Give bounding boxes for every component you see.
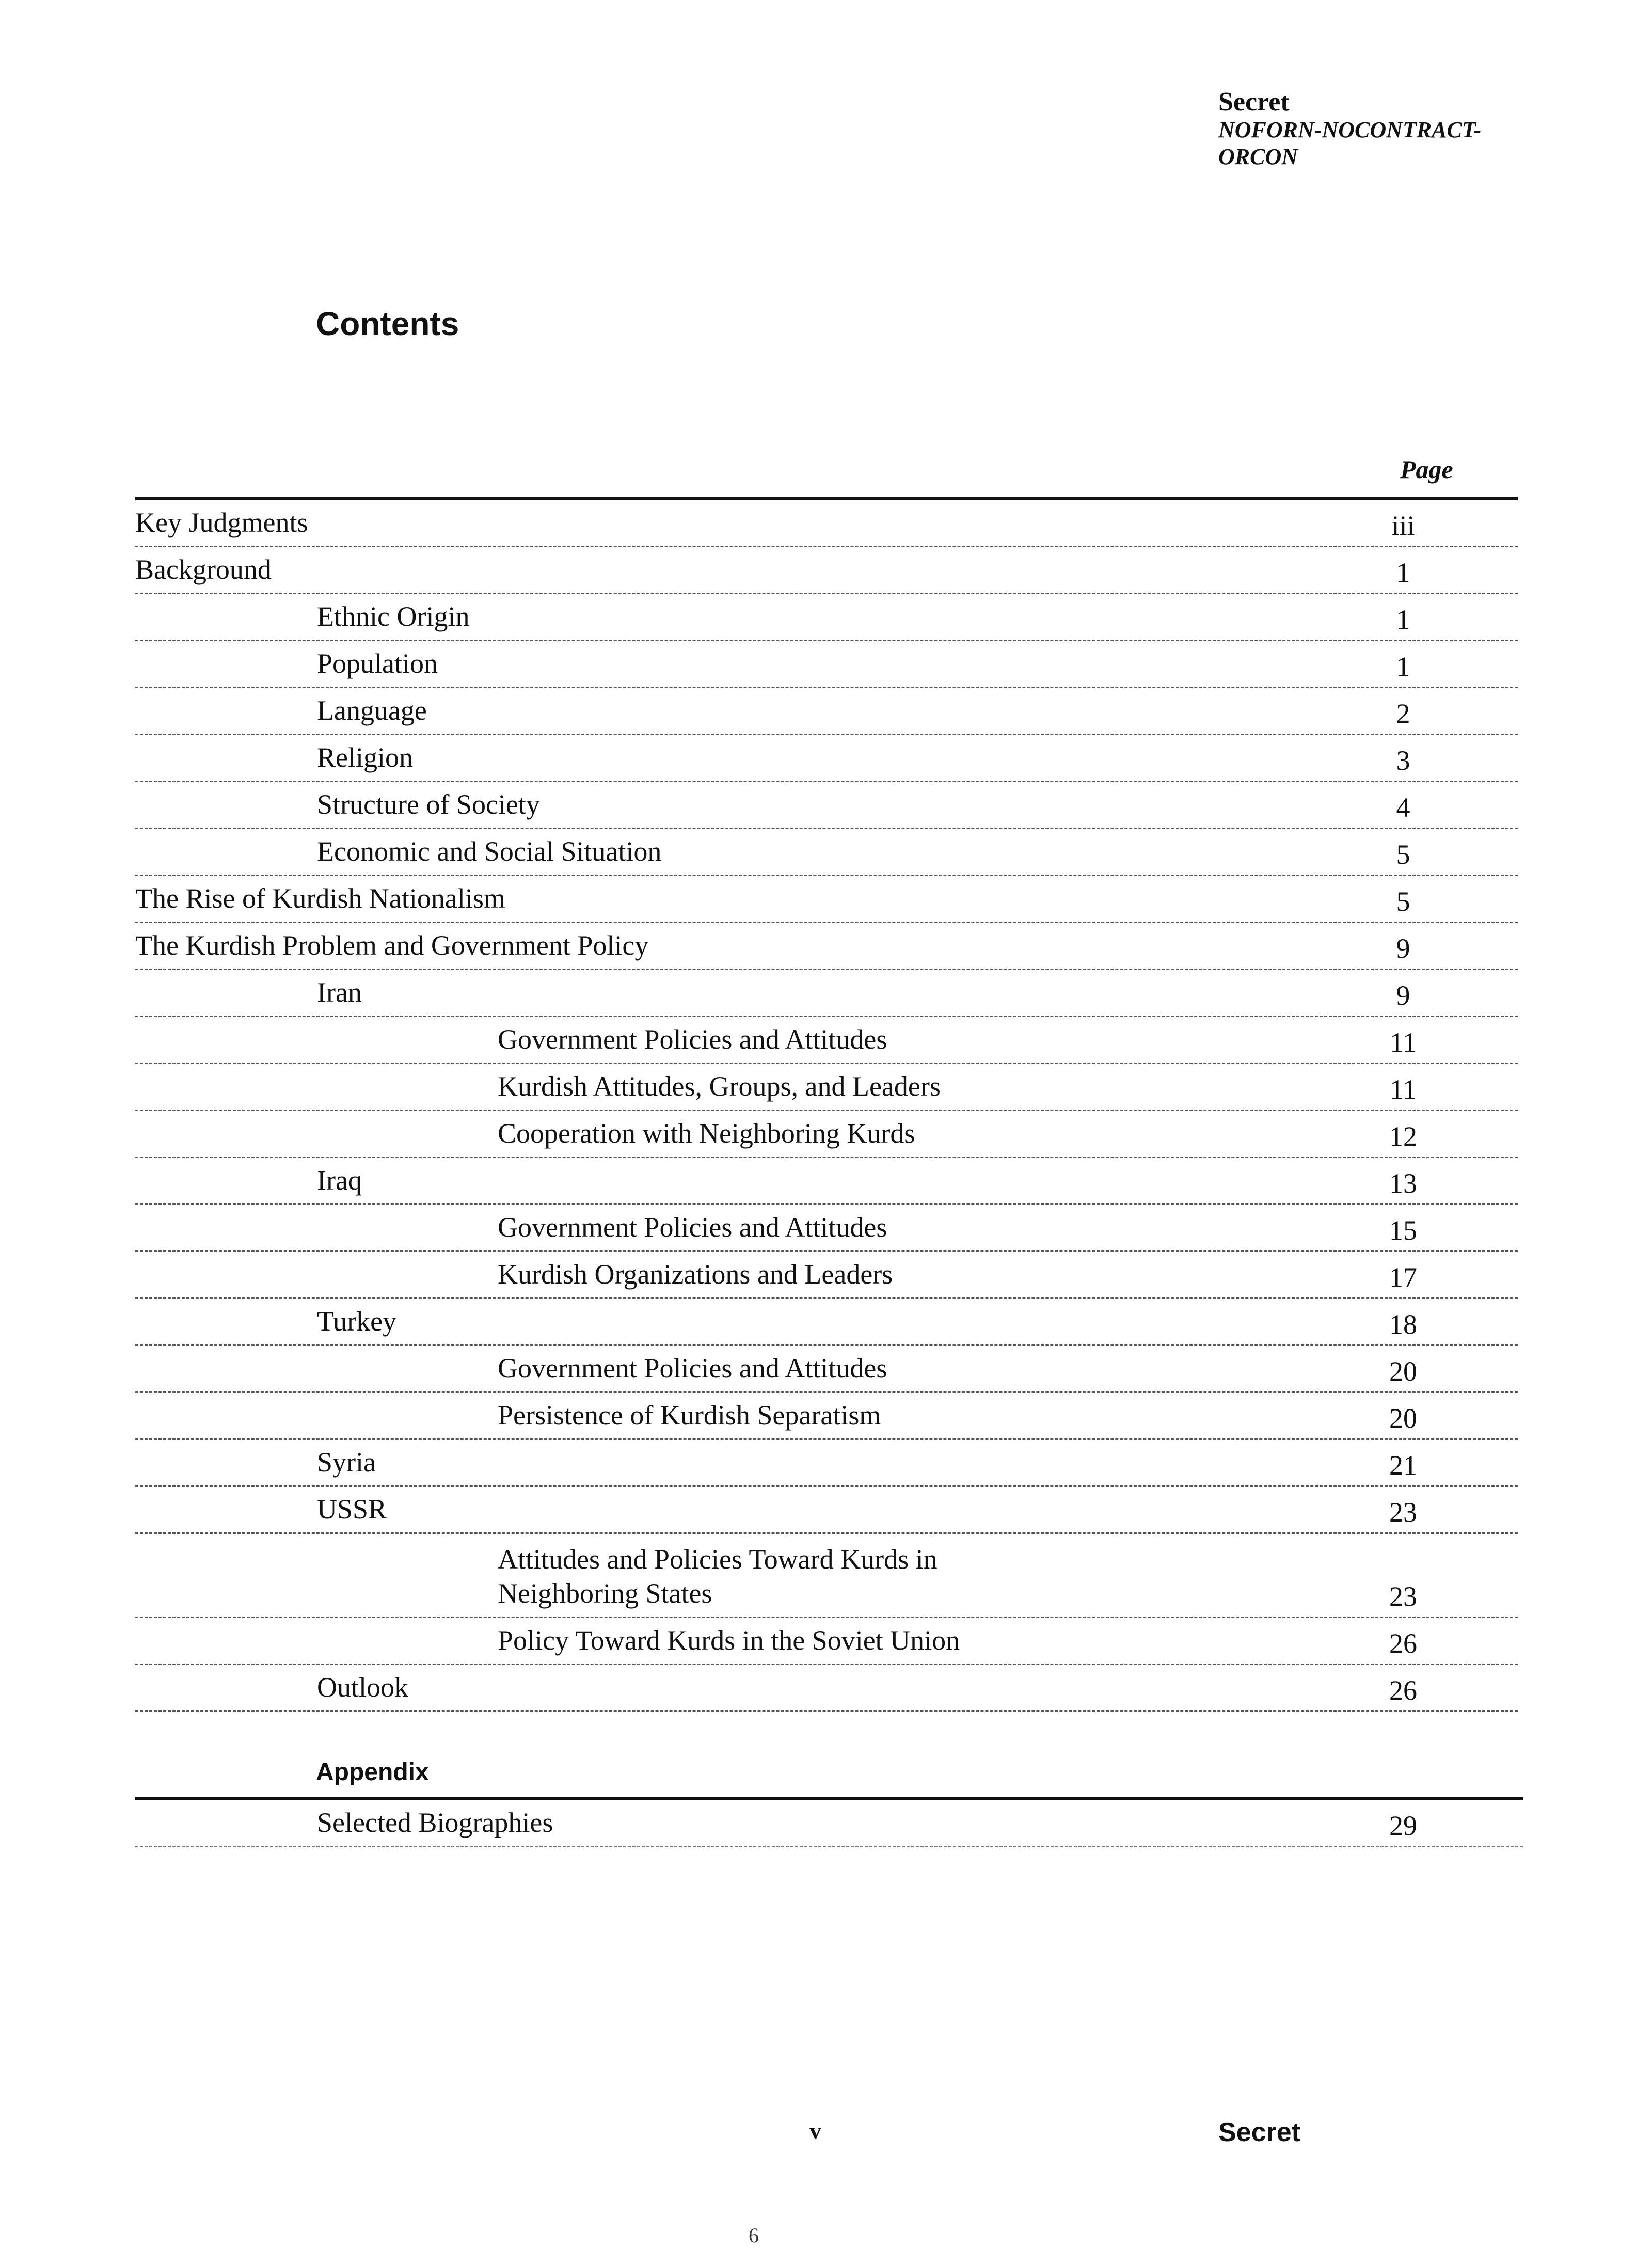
footer-classification: Secret [1218, 2117, 1300, 2147]
toc-entry [135, 1111, 1518, 1158]
appendix-heading: Appendix [316, 1759, 429, 1786]
toc-entry [135, 1393, 1518, 1440]
toc-entry [135, 641, 1518, 688]
toc-entry [135, 970, 1518, 1017]
toc-entry [135, 1158, 1518, 1205]
toc-entry [135, 1665, 1518, 1712]
toc-entry [135, 1299, 1518, 1346]
toc-entry [135, 1618, 1518, 1665]
toc-entry-label: Kurdish Organizations and Leaders [498, 1259, 893, 1290]
toc-entry-label-line: Neighboring States [498, 1578, 712, 1609]
toc-entry-page: 17 [1389, 1262, 1417, 1293]
toc-entry-label: Economic and Social Situation [317, 836, 662, 867]
toc-entry [135, 1346, 1518, 1393]
toc-entry-label: Persistence of Kurdish Separatism [498, 1400, 881, 1431]
toc-entry [135, 594, 1518, 641]
page-title: Contents [316, 305, 459, 342]
toc-entry-page: 23 [1389, 1581, 1417, 1612]
table-of-contents [135, 497, 1518, 1712]
toc-entry-label: Policy Toward Kurds in the Soviet Union [498, 1625, 960, 1656]
toc-entry-page: 26 [1389, 1628, 1417, 1659]
toc-entry [135, 923, 1518, 970]
toc-entry-label: USSR [317, 1494, 387, 1525]
toc-entry-page: 13 [1389, 1168, 1417, 1199]
toc-entry-label: Selected Biographies [317, 1807, 553, 1838]
toc-entry-label: Iraq [317, 1165, 362, 1196]
toc-entry [135, 782, 1518, 829]
toc-entry-label: Kurdish Attitudes, Groups, and Leaders [498, 1071, 941, 1102]
bottom-mark: 6 [749, 2224, 759, 2247]
toc-entry [135, 876, 1518, 923]
toc-entry-label: The Kurdish Problem and Government Policy [135, 930, 649, 961]
toc-entry-page: 4 [1396, 792, 1410, 823]
toc-entry-page: 9 [1396, 980, 1410, 1011]
classification-label: Secret [1218, 87, 1290, 117]
appendix-list [135, 1797, 1523, 1847]
toc-entry-page: 1 [1396, 604, 1410, 635]
toc-entry-page: 3 [1396, 745, 1410, 776]
toc-entry [135, 547, 1518, 594]
toc-entry-page: 20 [1389, 1403, 1417, 1434]
toc-entry-page: 18 [1389, 1309, 1417, 1340]
toc-entry [135, 500, 1518, 547]
toc-entry-page: 1 [1396, 557, 1410, 588]
toc-entry-page: 5 [1396, 839, 1410, 870]
toc-entry-label: Cooperation with Neighboring Kurds [498, 1118, 915, 1149]
toc-entry-label [498, 1542, 938, 1610]
toc-entry-label: Government Policies and Attitudes [498, 1353, 887, 1384]
toc-entry-page: 1 [1396, 651, 1410, 682]
toc-entry-label: Background [135, 554, 272, 585]
toc-entry-label: Religion [317, 742, 413, 773]
toc-entry-label: Outlook [317, 1672, 409, 1703]
toc-entry-page: 26 [1389, 1675, 1417, 1706]
toc-entry-page: iii [1391, 510, 1415, 541]
toc-entry-page: 15 [1389, 1215, 1417, 1246]
toc-entry [135, 735, 1518, 782]
toc-entry [135, 688, 1518, 735]
toc-entry-label: Government Policies and Attitudes [498, 1212, 887, 1243]
toc-entry-label: Ethnic Origin [317, 601, 470, 632]
toc-entry [135, 1487, 1518, 1534]
page-column-header: Page [1400, 455, 1453, 484]
toc-entry [135, 1017, 1518, 1064]
toc-entry-label: The Rise of Kurdish Nationalism [135, 883, 505, 914]
toc-entry-page: 20 [1389, 1356, 1417, 1387]
footer-page-number: v [809, 2117, 821, 2144]
toc-entry [135, 829, 1518, 876]
toc-entry [135, 1440, 1518, 1487]
toc-entry-page: 29 [1389, 1810, 1417, 1841]
classification-block [1218, 88, 1481, 170]
toc-entry [135, 1064, 1518, 1111]
toc-entry [135, 1800, 1523, 1847]
toc-entry-page: 2 [1396, 698, 1410, 729]
toc-entry-page: 9 [1396, 933, 1410, 964]
caveat-line-1: NOFORN-NOCONTRACT- [1218, 117, 1482, 142]
toc-entry-label: Population [317, 648, 438, 679]
toc-entry-label: Government Policies and Attitudes [498, 1024, 887, 1055]
toc-entry-page: 12 [1389, 1121, 1417, 1152]
toc-entry-page: 23 [1389, 1497, 1417, 1528]
toc-entry [135, 1252, 1518, 1299]
toc-entry-label-line: Attitudes and Policies Toward Kurds in [498, 1544, 938, 1575]
caveat-line-2: ORCON [1218, 144, 1298, 169]
toc-entry-page: 5 [1396, 886, 1410, 917]
toc-entry-label: Turkey [317, 1306, 397, 1337]
toc-entry-label: Structure of Society [317, 789, 540, 820]
toc-entry-label: Syria [317, 1447, 376, 1478]
toc-entry [135, 1534, 1518, 1618]
toc-entry-page: 21 [1389, 1450, 1417, 1481]
toc-entry [135, 1205, 1518, 1252]
toc-entry-label: Key Judgments [135, 507, 308, 538]
toc-entry-page: 11 [1390, 1074, 1417, 1105]
toc-entry-page: 11 [1390, 1027, 1417, 1058]
toc-entry-label: Iran [317, 977, 362, 1008]
toc-entry-label: Language [317, 695, 427, 726]
